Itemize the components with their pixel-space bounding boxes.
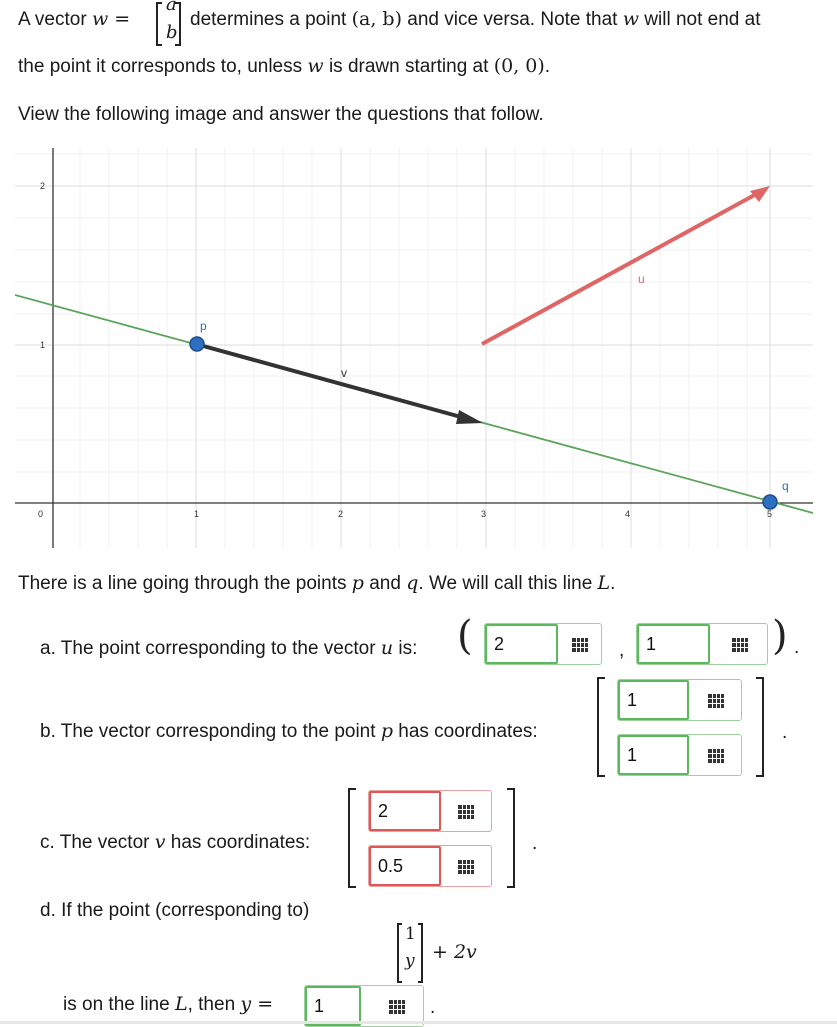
question-d-L: L xyxy=(174,993,188,1015)
answer-c-1-border xyxy=(369,791,441,831)
intro-text: is drawn starting at xyxy=(328,56,489,77)
question-d-tail xyxy=(63,993,273,1016)
answer-c-2-box xyxy=(368,845,492,887)
question-a-end: . xyxy=(794,637,800,658)
intro-text: and vice versa. Note that xyxy=(407,9,618,30)
intro-w-var: w xyxy=(622,8,640,30)
question-b-end: . xyxy=(782,722,788,743)
question-d-y-eq: y = xyxy=(240,993,274,1015)
question-b-text: b. The vector corresponding to the point xyxy=(40,721,376,742)
question-c-end: . xyxy=(532,833,538,854)
statement-text: and xyxy=(369,573,401,594)
question-c-label xyxy=(40,831,310,854)
statement-p: p xyxy=(351,572,364,594)
question-b-bracket-right xyxy=(756,677,764,777)
x-tick-0: 0 xyxy=(38,509,44,519)
question-a-comma: , xyxy=(619,640,625,661)
x-tick-2: 2 xyxy=(338,509,344,519)
intro-text: . xyxy=(544,56,551,77)
question-b-label xyxy=(40,720,538,743)
answer-b-2-box xyxy=(617,734,742,776)
intro-origin: (0, 0) xyxy=(493,55,545,77)
graph-background xyxy=(15,148,813,548)
label-q: q xyxy=(782,479,789,493)
intro-bracket-left xyxy=(156,2,162,46)
question-a-paren-right: ) xyxy=(772,613,788,659)
question-b-var: p xyxy=(380,720,393,742)
intro-line-1-rest xyxy=(190,8,760,31)
question-a-text: is: xyxy=(398,638,418,659)
answer-a-y-box xyxy=(636,623,768,665)
question-b-bracket-left xyxy=(597,677,605,777)
answer-b-2-border xyxy=(618,735,689,775)
question-d-label: d. If the point (corresponding to) xyxy=(40,900,310,921)
answer-a-x-border xyxy=(485,624,558,664)
answer-c-2-grid-icon[interactable] xyxy=(458,860,474,874)
question-d-bracket-right xyxy=(418,923,423,983)
answer-a-y-grid-icon[interactable] xyxy=(732,638,748,652)
statement-text: . We will call this line xyxy=(418,573,593,594)
answer-b-1-box xyxy=(617,679,742,721)
intro-text: determines a point xyxy=(190,9,347,30)
question-a-var: u xyxy=(380,637,394,659)
intro-line-1 xyxy=(18,8,130,31)
intro-vec-b: b xyxy=(166,22,178,43)
intro-w-eq: w = xyxy=(91,8,131,30)
question-c-bracket-left xyxy=(348,788,356,888)
question-a-paren-left: ( xyxy=(457,613,473,659)
point-q[interactable] xyxy=(763,495,777,509)
answer-a-x-grid-icon[interactable] xyxy=(572,638,588,652)
y-tick-2: 2 xyxy=(40,181,46,191)
line-statement xyxy=(18,572,615,595)
statement-q: q xyxy=(406,572,419,594)
answer-b-1-grid-icon[interactable] xyxy=(708,694,724,708)
question-c-text: c. The vector xyxy=(40,832,150,853)
label-p: p xyxy=(200,319,207,333)
statement-text: There is a line going through the points xyxy=(18,573,347,594)
point-p[interactable] xyxy=(190,337,204,351)
answer-c-2-border xyxy=(369,846,441,886)
x-tick-3: 3 xyxy=(481,509,487,519)
statement-text: . xyxy=(610,573,616,594)
intro-text: will not end at xyxy=(644,9,761,30)
question-d-matrix-y: y xyxy=(405,951,415,971)
answer-c-1-box xyxy=(368,790,492,832)
question-d-end: . xyxy=(430,997,436,1018)
x-tick-1: 1 xyxy=(194,509,200,519)
vector-graph xyxy=(15,148,813,548)
statement-L: L xyxy=(597,572,611,594)
instruction-text: View the following image and answer the questions that follow. xyxy=(18,104,544,125)
x-tick-4: 4 xyxy=(625,509,631,519)
answer-b-2-grid-icon[interactable] xyxy=(708,749,724,763)
answer-a-x-box xyxy=(484,623,602,665)
answer-d-border xyxy=(305,986,361,1026)
question-d-plus-2v: + 2v xyxy=(432,941,477,963)
question-d-text: is on the line xyxy=(63,994,170,1015)
intro-line-2 xyxy=(18,55,550,78)
question-a-label xyxy=(40,637,417,660)
intro-point-ab: (a, b) xyxy=(351,8,403,30)
answer-a-y-border xyxy=(637,624,710,664)
question-a-text: a. The point corresponding to the vector xyxy=(40,638,376,659)
question-b-text: has coordinates: xyxy=(398,721,538,742)
question-d-bracket-left xyxy=(397,923,402,983)
answer-d-grid-icon[interactable] xyxy=(389,1000,405,1014)
answer-c-1-grid-icon[interactable] xyxy=(458,805,474,819)
x-tick-5: 5 xyxy=(767,509,773,519)
y-tick-1: 1 xyxy=(40,340,46,350)
answer-b-1-border xyxy=(618,680,689,720)
intro-w-var: w xyxy=(307,55,324,77)
question-c-var: v xyxy=(154,831,166,853)
question-d-matrix-1: 1 xyxy=(405,924,416,944)
intro-bracket-right xyxy=(175,2,181,46)
question-d-text: , then xyxy=(187,994,236,1015)
intro-text: A vector xyxy=(18,9,87,30)
question-c-text: has coordinates: xyxy=(170,832,311,853)
question-c-bracket-right xyxy=(507,788,515,888)
intro-vec-a: a xyxy=(166,0,177,15)
label-u: u xyxy=(638,272,645,286)
label-v: v xyxy=(341,366,347,380)
intro-text: the point it corresponds to, unless xyxy=(18,56,303,77)
